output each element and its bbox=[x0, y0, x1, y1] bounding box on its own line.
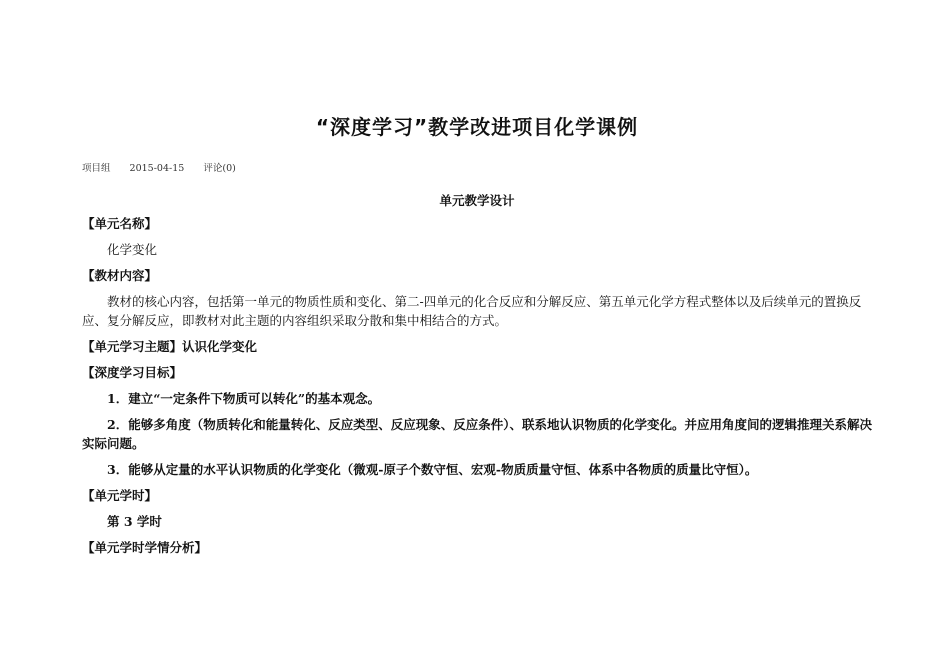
document-page bbox=[82, 0, 872, 672]
article-title: “深度学习”教学改进项目化学课例 bbox=[315, 115, 639, 139]
unit-name: 化学变化 bbox=[107, 242, 158, 257]
unit-name-heading: 【单元名称】 bbox=[82, 216, 158, 231]
goal-item-3: 3．能够从定量的水平认识物质的化学变化（微观-原子个数守恒、宏观-物质质量守恒、体系中各物质的质量比守恒）。 bbox=[107, 462, 758, 477]
section-title: 单元教学设计 bbox=[439, 193, 515, 208]
unit-hours: 第 3 学时 bbox=[107, 514, 162, 529]
article-author: 项目组 bbox=[82, 163, 111, 174]
material-text: 教材的核心内容，包括第一单元的物质性质和变化、第二-四单元的化合反应和分解反应、第五单元化学方程式整体以及后续单元的置换反应、复分解反应，即教材对此主题的内容组织采取分散和集中相结合的方式。 bbox=[82, 294, 862, 328]
analysis-heading: 【单元学时学情分析】 bbox=[82, 540, 208, 555]
goal-item-1: 1．建立“一定条件下物质可以转化”的基本观念。 bbox=[107, 391, 381, 406]
article-body bbox=[82, 214, 872, 564]
hours-heading: 【单元学时】 bbox=[82, 488, 158, 503]
article-meta bbox=[82, 160, 252, 174]
goal-item-2: 2．能够多角度（物质转化和能量转化、反应类型、反应现象、反应条件）、联系地认识物质的化学变化。并应用角度间的逻辑推理关系解决实际问题。 bbox=[82, 417, 872, 451]
article-date: 2015-04-15 bbox=[129, 163, 185, 174]
goals-heading: 【深度学习目标】 bbox=[82, 365, 183, 380]
theme-heading: 【单元学习主题】认识化学变化 bbox=[82, 339, 258, 354]
article-comments-link[interactable]: 评论(0) bbox=[203, 163, 236, 174]
material-heading: 【教材内容】 bbox=[82, 268, 158, 283]
